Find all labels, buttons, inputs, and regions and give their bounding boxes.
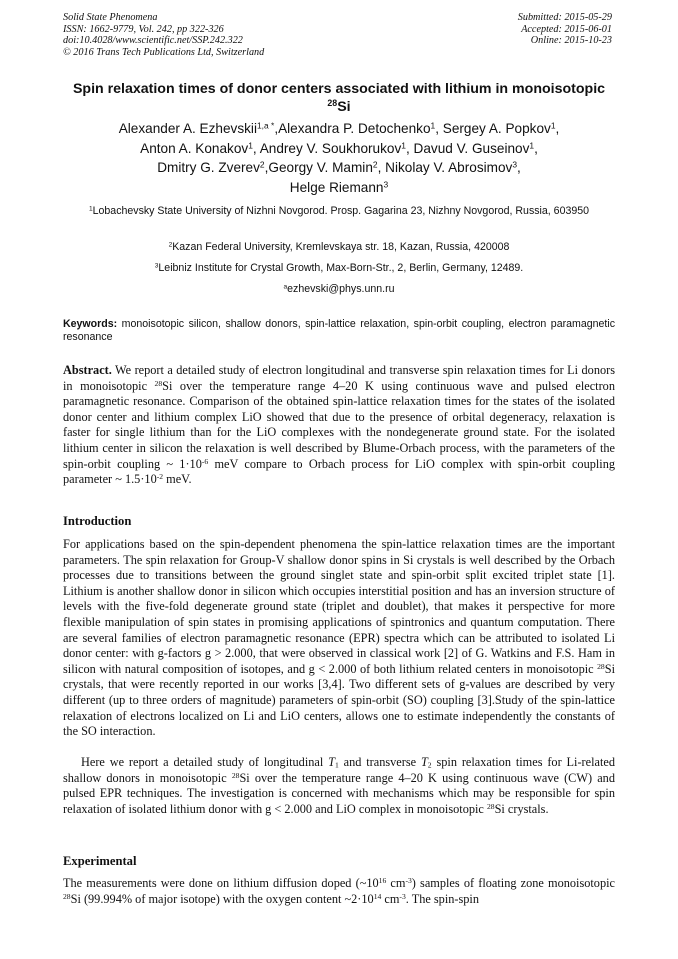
- author-email: $^a$ezhevski@phys.unn.ru: [283, 283, 395, 295]
- abstract-label: Abstract.: [63, 363, 112, 377]
- accepted-date: Accepted: 2015-06-01: [521, 23, 612, 35]
- online-date: Online: 2015-10-23: [530, 35, 612, 46]
- author: Helge Riemann$^3$: [289, 179, 389, 195]
- author: Nikolay V. Abrosimov$^3$,: [385, 159, 521, 176]
- journal-header: [63, 12, 264, 58]
- author: Andrey V. Soukhorukov$^1$,: [259, 139, 414, 156]
- author: Georgy V. Mamin$^2$,: [268, 159, 386, 176]
- keywords: [63, 318, 615, 345]
- author: Alexander A. Ezhevskii$^{1,a *}$,: [118, 120, 279, 136]
- author-list: [63, 119, 615, 197]
- copyright-line: © 2016 Trans Tech Publications Ltd, Switzerland: [63, 46, 265, 58]
- introduction-paragraph-2: Here we report a detailed study of longitudinal $T_1$ and transverse $T_2$ spin relaxation times for Li-related shallow donors in monoisotopic $^{28}$Si over the temperature range 4–20 K using continuous wave (CW) and pulsed EPR techniques. The investigation is concerned with mechanisms which may be responsible for spin relaxation of isolated lithium donor with g < 2.000 and LiO complex in monoisotopic $^{28}$Si crystals.: [63, 755, 615, 816]
- author: Alexandra P. Detochenko$^1$,: [278, 120, 443, 136]
- title-isotope: 28: [327, 98, 338, 109]
- author: Anton A. Konakov$^1$,: [140, 139, 260, 156]
- affiliation-2: $^2$Kazan Federal University, Kremlevskaya str. 18, Kazan, Russia, 420008: [168, 241, 510, 253]
- introduction-paragraph-1: For applications based on the spin-dependent phenomena the spin-lattice relaxation times are the important parameters. The spin relaxation for Group-V shallow donor spins in Si crystals is well described by the Orbach processes due to transitions between the ground singlet state and spin-orbit split excited triplet state [1]. Lithium is another shallow donor in silicon which occupies interstitial position and has an inversion structure of levels with the five-fold degenerate ground state (triplet and doublet), that makes it perspective for more flexible manipulation of spin states in promising applications of spintronics and quantum computation. There are several families of electron paramagnetic resonance (EPR) spectra which can be attributed to isolated Li donor center: with g-factors g > 2.000, that were observed in classical work [2] of G. Watkins and F.S. Ham in silicon with natural composition of isotopes, and g < 2.000 of both lithium related centers in monoisotopic $^{28}$Si crystals, that were recently reported in our works [3,4]. Two different sets of g-values are described by very different (up to three orders of magnitude) parameters of spin-orbit (SO) coupling [3].Study of the spin-lattice relaxation of electrons localized on Li and LiO centers, allows one to estimate independently the constants of the SO interaction.: [63, 537, 615, 739]
- doi-line: doi:10.4028/www.scientific.net/SSP.242.322: [63, 35, 243, 46]
- title-text: Spin relaxation times of donor centers associated with lithium in monoisotopic: [72, 81, 606, 97]
- affiliation-3: $^3$Leibniz Institute for Crystal Growth, Max-Born-Str., 2, Berlin, Germany, 12489.: [154, 262, 524, 274]
- issn-line: ISSN: 1662-9779, Vol. 242, pp 322-326: [63, 23, 224, 35]
- affiliation-1: $^1$Lobachevsky State University of Nizhni Novgorod. Prosp. Gagarina 23, Nizhny Novgorod, Russia, 603950: [88, 205, 590, 217]
- introduction-heading: Introduction: [63, 514, 132, 528]
- paper-title: [63, 80, 615, 116]
- keywords-label: Keywords:: [63, 318, 118, 330]
- author: Dmitry G. Zverev$^2$,: [157, 159, 269, 176]
- experimental-heading: Experimental: [63, 854, 137, 868]
- journal-name: Solid State Phenomena: [63, 12, 158, 23]
- abstract: Abstract. We report a detailed study of electron longitudinal and transverse spin relaxation times for Li donors in monoisotopic $^{28}$Si over the temperature range 4–20 K using continuous wave and pulsed electron paramagnetic resonance. Comparison of the obtained spin-lattice relaxation times for the states of the isolated donor center and lithium complex LiO showed that due to the presence of orbital degeneracy, relaxation is faster for single lithium than for the LiO complexes with the nondegenerate ground state. For the isolated lithium center in silicon the relaxation is well described by Blume-Orbach process, with the parameters of the spin-orbit coupling ~ $1\cdot 10^{-6}$ meV compare to Orbach process for LiO complex with spin-orbit coupling parameter ~ $1.5\cdot 10^{-2}$ meV.: [63, 363, 615, 487]
- dates-header: [518, 12, 612, 47]
- author: Sergey A. Popkov$^1$,: [442, 120, 560, 136]
- keywords-text: monoisotopic silicon, shallow donors, spin-lattice relaxation, spin-orbit coupling, electron paramagnetic resonance: [63, 318, 615, 344]
- experimental-paragraph: The measurements were done on lithium diffusion doped ($\sim 10^{16}$ $cm^{-3}$) samples of floating zone monoisotopic $^{28}$Si (99.994% of major isotope) with the oxygen content $\sim 2\cdot 10^{14}$ $cm^{-3}$. The spin-spin: [63, 875, 615, 906]
- submitted-date: Submitted: 2015-05-29: [517, 12, 612, 23]
- title-element: Si: [337, 99, 351, 115]
- author: Davud V. Guseinov$^1$,: [413, 139, 538, 156]
